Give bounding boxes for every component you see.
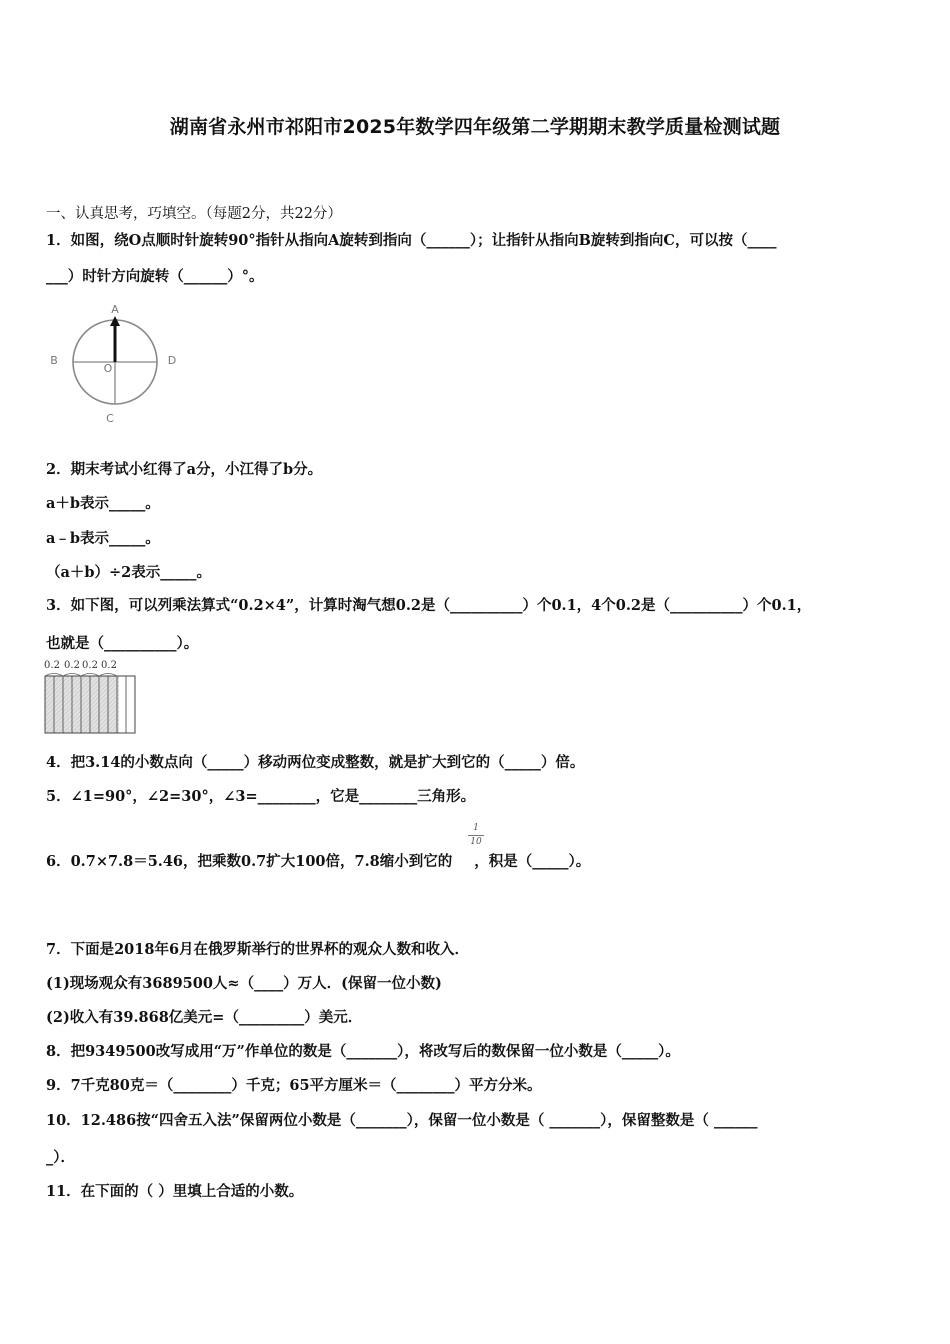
question-1-line-1: 1．如图，绕O点顺时针旋转90°指针从指向A旋转到指向（______）；让指针从指向B旋转到指向C，可以按（____ bbox=[46, 232, 777, 249]
section-heading: 一、认真思考，巧填空。（每题2分，共22分） bbox=[46, 206, 342, 222]
question-1-line-2: ___）时针方向旋转（______）°。 bbox=[46, 268, 264, 285]
question-11: 11．在下面的（ ）里填上合适的小数。 bbox=[46, 1183, 304, 1200]
question-4: 4．把3.14的小数点向（_____）移动两位变成整数，就是扩大到它的（_____）倍。 bbox=[46, 754, 585, 771]
question-7-line-1: 7．下面是2018年6月在俄罗斯举行的世界杯的观众人数和收入． bbox=[46, 941, 470, 958]
question-8: 8．把9349500改写成用“万”作单位的数是（_______），将改写后的数保留一位小数是（_____）。 bbox=[46, 1043, 680, 1060]
fraction-bar bbox=[468, 835, 484, 836]
pointer-arrowhead bbox=[110, 316, 120, 326]
question-6-text: 6．0.7×7.8＝5.46，把乘数0.7扩大100倍，7.8缩小到它的 bbox=[46, 853, 453, 870]
question-7-line-2: (1)现场观众有3689500人≈（____）万人．(保留一位小数) bbox=[46, 975, 442, 992]
bar-label: 0.2 bbox=[101, 660, 117, 671]
question-3-line-1: 3．如下图，可以列乘法算式“0.2×4”，计算时淘气想0.2是（__________）个0.1，4个0.2是（__________）个0.1， bbox=[46, 597, 812, 614]
question-10-line-2: _）． bbox=[46, 1149, 75, 1166]
decimal-bar-figure bbox=[42, 656, 142, 736]
bar-label: 0.2 bbox=[64, 660, 80, 671]
question-9: 9．7千克80克＝（________）千克；65平方厘米＝（________）平方分米。 bbox=[46, 1077, 542, 1094]
fraction-numerator: 1 bbox=[473, 823, 479, 833]
question-6 bbox=[46, 850, 590, 871]
label-d: D bbox=[167, 354, 177, 367]
question-7-line-3: (2)收入有39.868亿美元=（_________）美元． bbox=[46, 1009, 363, 1026]
label-o: O bbox=[103, 362, 113, 375]
question-2-line-3: a﹣b表示_____。 bbox=[46, 530, 160, 547]
clock-figure bbox=[44, 298, 194, 428]
label-c: C bbox=[106, 412, 114, 425]
page-title: 湖南省永州市祁阳市2025年数学四年级第二学期期末教学质量检测试题 bbox=[169, 116, 781, 138]
question-2-line-1: 2．期末考试小红得了a分，小江得了b分。 bbox=[46, 461, 323, 478]
fraction-one-tenth bbox=[466, 823, 486, 848]
bar-label: 0.2 bbox=[44, 660, 60, 671]
question-6-text-end: ，积是（_____）。 bbox=[474, 853, 591, 870]
question-3-line-2: 也就是（__________）。 bbox=[46, 635, 199, 652]
fraction-denominator: 10 bbox=[470, 837, 482, 847]
question-10-line-1: 10．12.486按“四舍五入法”保留两位小数是（_______），保留一位小数是（ _______），保留整数是（ ______ bbox=[46, 1112, 758, 1129]
question-2-line-2: a＋b表示_____。 bbox=[46, 495, 160, 512]
label-a: A bbox=[111, 303, 119, 316]
bar-label: 0.2 bbox=[82, 660, 98, 671]
question-5: 5．∠1=90°，∠2=30°，∠3=________，它是________三角形。 bbox=[46, 788, 476, 805]
question-2-line-4: （a＋b）÷2表示_____。 bbox=[46, 564, 212, 581]
label-b: B bbox=[50, 354, 58, 367]
